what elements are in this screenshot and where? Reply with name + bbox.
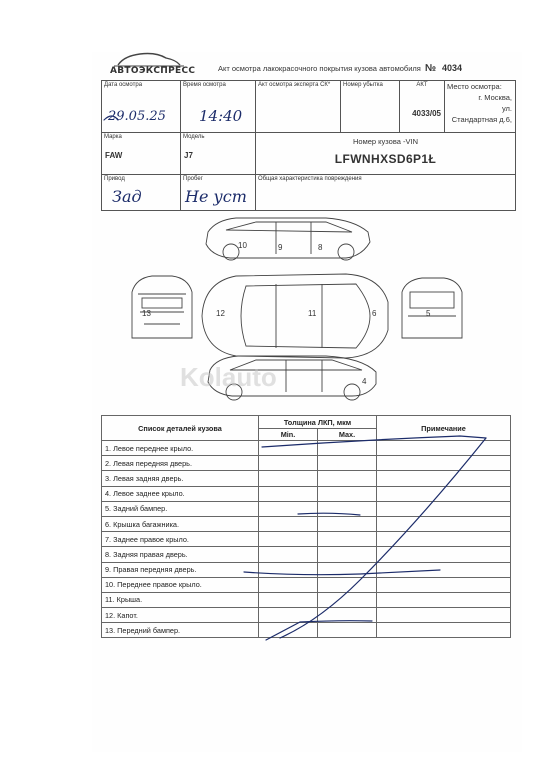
- car-top-icon: [202, 274, 388, 358]
- zone-number: 4: [362, 377, 367, 386]
- car-rear-icon: [402, 278, 462, 338]
- expert-label: Акт осмотра эксперта СК*: [258, 82, 331, 88]
- loss-cell: [341, 81, 400, 133]
- note-cell: [377, 516, 511, 531]
- part-name: 2. Левая передняя дверь.: [102, 456, 259, 471]
- part-name: 7. Заднее правое крыло.: [102, 532, 259, 547]
- max-cell: [318, 486, 377, 501]
- min-cell: [259, 547, 318, 562]
- zone-number: 11: [308, 309, 317, 318]
- zone-number: 9: [278, 243, 283, 252]
- min-cell: [259, 486, 318, 501]
- min-cell: [259, 441, 318, 456]
- max-cell: [318, 516, 377, 531]
- title-text: Акт осмотра лакокрасочного покрытия кузова автомобиля: [218, 64, 421, 73]
- max-cell: [318, 456, 377, 471]
- place-line-3: Стандартная д.6,: [451, 115, 512, 124]
- part-name: 12. Капот.: [102, 608, 259, 623]
- part-name: 1. Левое переднее крыло.: [102, 441, 259, 456]
- brand-cell: [102, 133, 181, 175]
- zone-number: 13: [142, 309, 151, 318]
- max-cell: [318, 532, 377, 547]
- logo-text: АВТОЭКСПРЕСС: [110, 66, 196, 76]
- part-name: 9. Правая передняя дверь.: [102, 562, 259, 577]
- max-cell: [318, 577, 377, 592]
- act-number: 4034: [442, 63, 463, 73]
- min-cell: [259, 577, 318, 592]
- table-row: [102, 516, 511, 531]
- note-cell: [377, 623, 511, 638]
- note-cell: [377, 577, 511, 592]
- model-value: J7: [184, 151, 193, 160]
- model-label: Модель: [183, 134, 205, 140]
- damage-label: Общая характеристика повреждения: [258, 176, 362, 182]
- note-cell: [377, 441, 511, 456]
- table-row: [102, 608, 511, 623]
- min-cell: [259, 516, 318, 531]
- place-label: Место осмотра:: [447, 82, 502, 91]
- drive-value: Зад: [112, 187, 142, 206]
- col-max-header: Max.: [318, 429, 377, 441]
- col-note-header: Примечание: [377, 416, 511, 441]
- place-line-1: г. Москва,: [478, 93, 512, 102]
- part-name: 13. Передний бампер.: [102, 623, 259, 638]
- watermark: Kolauto: [180, 362, 277, 392]
- col-thickness-header: Толщина ЛКП, мкм: [259, 416, 377, 429]
- mileage-value: Не уст: [185, 187, 247, 206]
- note-cell: [377, 532, 511, 547]
- act-cell: [400, 81, 445, 133]
- act-label: АКТ: [416, 82, 428, 88]
- note-cell: [377, 608, 511, 623]
- date-cell: [102, 81, 181, 133]
- note-cell: [377, 547, 511, 562]
- loss-label: Номер убытка: [343, 82, 383, 88]
- zone-number: 10: [238, 241, 247, 250]
- part-name: 3. Левая задняя дверь.: [102, 471, 259, 486]
- table-row: [102, 562, 511, 577]
- note-cell: [377, 562, 511, 577]
- place-cell: [445, 81, 516, 133]
- col-parts-header: Список деталей кузова: [102, 416, 259, 441]
- brand-value: FAW: [105, 151, 123, 160]
- max-cell: [318, 592, 377, 607]
- table-row: [102, 501, 511, 516]
- parts-table: [101, 415, 511, 638]
- note-cell: [377, 471, 511, 486]
- table-row: [102, 486, 511, 501]
- min-cell: [259, 623, 318, 638]
- min-cell: [259, 592, 318, 607]
- place-line-2: ул.: [501, 104, 512, 113]
- max-cell: [318, 547, 377, 562]
- table-row: [102, 623, 511, 638]
- max-cell: [318, 441, 377, 456]
- part-name: 10. Переднее правое крыло.: [102, 577, 259, 592]
- vin-cell: [256, 133, 516, 175]
- drive-cell: [102, 175, 181, 211]
- min-cell: [259, 608, 318, 623]
- company-logo: [110, 50, 196, 80]
- expert-cell: [256, 81, 341, 133]
- time-label: Время осмотра: [183, 82, 226, 88]
- car-diagram: [126, 212, 472, 402]
- model-cell: [181, 133, 256, 175]
- max-cell: [318, 623, 377, 638]
- note-cell: [377, 501, 511, 516]
- act-value: 4033/05: [412, 109, 441, 118]
- col-min-header: Min.: [259, 429, 318, 441]
- max-cell: [318, 562, 377, 577]
- note-cell: [377, 456, 511, 471]
- vin-label: Номер кузова -VIN: [353, 137, 418, 146]
- min-cell: [259, 501, 318, 516]
- car-side-left-icon: [206, 218, 370, 260]
- part-name: 4. Левое заднее крыло.: [102, 486, 259, 501]
- table-row: [102, 592, 511, 607]
- table-row: [102, 471, 511, 486]
- date-label: Дата осмотра: [104, 82, 143, 88]
- number-sign: №: [424, 63, 436, 74]
- max-cell: [318, 501, 377, 516]
- time-cell: [181, 81, 256, 133]
- zone-number: 8: [318, 243, 323, 252]
- vin-value: LFWNHXSD6P1Ł: [334, 152, 437, 166]
- brand-label: Марка: [104, 134, 122, 140]
- document-title: [218, 63, 462, 74]
- part-name: 11. Крыша.: [102, 592, 259, 607]
- car-front-icon: [132, 276, 192, 338]
- zone-number: 5: [426, 309, 431, 318]
- zone-number: 6: [372, 309, 377, 318]
- drive-label: Привод: [104, 176, 125, 182]
- time-value: 14:40: [199, 107, 243, 125]
- table-row: [102, 532, 511, 547]
- min-cell: [259, 532, 318, 547]
- note-cell: [377, 486, 511, 501]
- part-name: 5. Задний бампер.: [102, 501, 259, 516]
- mileage-cell: [181, 175, 256, 211]
- max-cell: [318, 471, 377, 486]
- header-table: [101, 80, 516, 211]
- zone-number: 12: [216, 309, 225, 318]
- min-cell: [259, 471, 318, 486]
- date-value: 29.05.25: [108, 109, 166, 124]
- damage-cell: [256, 175, 516, 211]
- min-cell: [259, 456, 318, 471]
- table-row: [102, 577, 511, 592]
- parts-body: [102, 441, 511, 638]
- table-row: [102, 456, 511, 471]
- table-row: [102, 547, 511, 562]
- mileage-label: Пробег: [183, 176, 203, 182]
- part-name: 6. Крышка багажника.: [102, 516, 259, 531]
- max-cell: [318, 608, 377, 623]
- min-cell: [259, 562, 318, 577]
- table-row: [102, 441, 511, 456]
- part-name: 8. Задняя правая дверь.: [102, 547, 259, 562]
- note-cell: [377, 592, 511, 607]
